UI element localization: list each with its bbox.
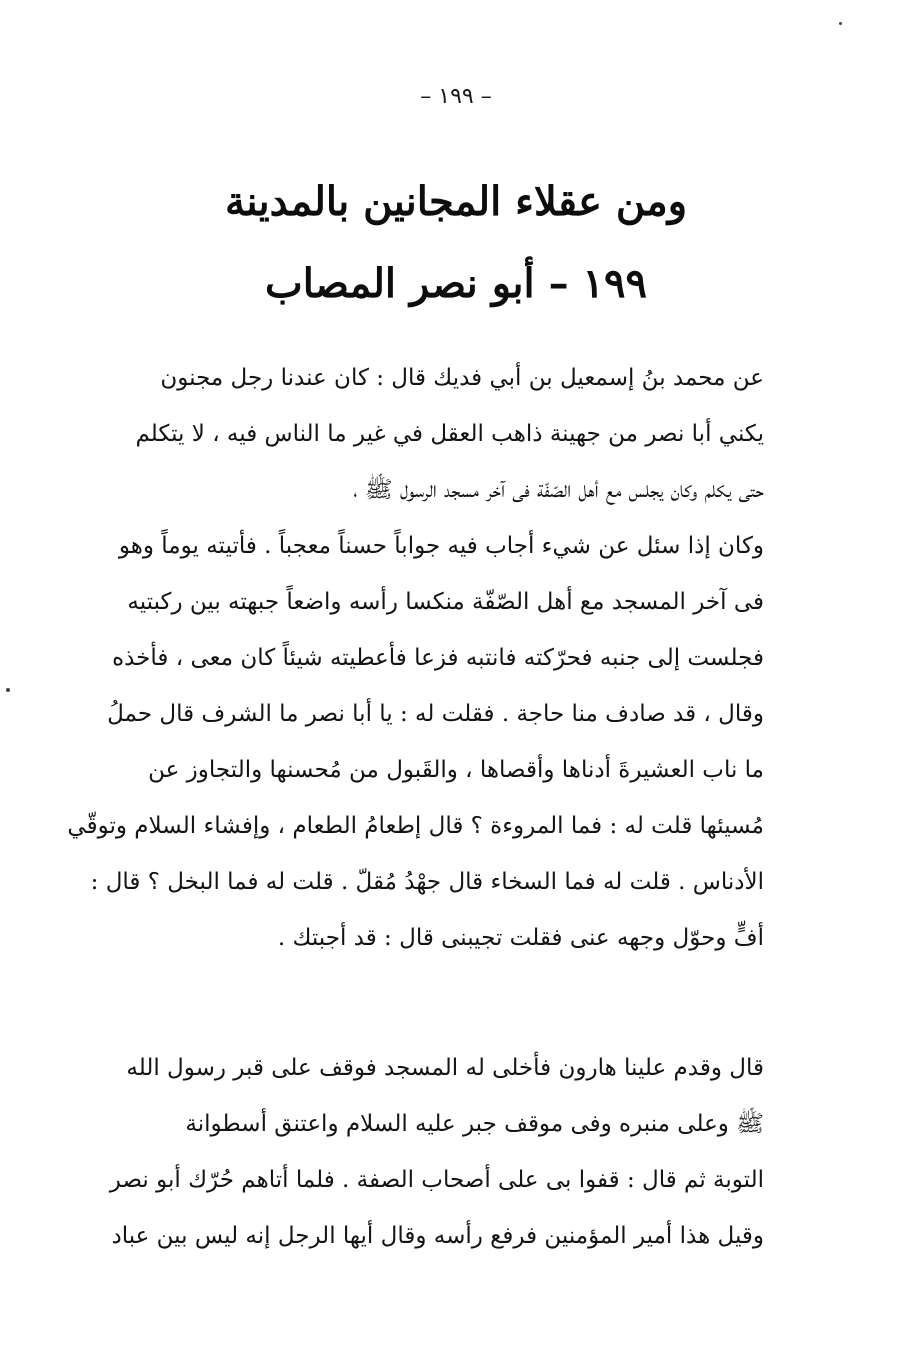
text-line: فى آخر المسجد مع أهل الصّفّة منكسا رأسه واضعاً جبهته بين ركبتيه <box>127 589 764 615</box>
scan-speck <box>6 688 10 692</box>
text-line: عن محمد بنُ إسمعيل بن أبي فديك قال : كان عندنا رجل مجنون <box>160 365 764 391</box>
text-line: وقال ، قد صادف منا حاجة . فقلت له : يا أبا نصر ما الشرف قال حملُ <box>107 701 764 727</box>
text-line: ﷺ وعلى منبره وفى موقف جبر عليه السلام واعتنق أسطوانة <box>185 1111 764 1137</box>
text-line: مُسيئها قلت له : فما المروءة ؟ قال إطعامُ الطعام ، وإفشاء السلام وتوقّي <box>67 813 764 839</box>
text-line: قال وقدم علينا هارون فأخلى له المسجد فوقف على قبر رسول الله <box>126 1055 764 1081</box>
entry-title: ١٩٩ – أبو نصر المصاب <box>265 260 647 307</box>
text-line: حتى يكلم وكان يجلس مع أهل الصّفّة فى آخر مسجد الرسول ﷺ ، <box>353 477 764 503</box>
text-line: يكني أبا نصر من جهينة ذاهب العقل في غير ما الناس فيه ، لا يتكلم <box>135 421 764 447</box>
text-line: فجلست إلى جنبه فحرّكته فانتبه فزعا فأعطيته شيئاً كان معى ، فأخذه <box>112 645 764 671</box>
text-line: ما ناب العشيرةَ أدناها وأقصاها ، والقَبول من مُحسنها والتجاوز عن <box>148 757 764 783</box>
scan-speck <box>839 22 842 25</box>
text-line: أفٍّ وحوّل وجهه عنى فقلت تجيبنى قال : قد أجبتك . <box>277 925 764 951</box>
text-line: الأدناس . قلت له فما السخاء قال جهْدُ مُقلّ . قلت له فما البخل ؟ قال : <box>90 869 764 895</box>
paragraph-1 <box>67 350 764 966</box>
text-line: وقيل هذا أمير المؤمنين فرفع رأسه وقال أيها الرجل إنه ليس بين عباد <box>111 1223 764 1249</box>
page-number: – ١٩٩ – <box>420 84 492 109</box>
text-line: وكان إذا سئل عن شيء أجاب فيه جواباً حسناً معجباً . فأتيته يوماً وهو <box>118 533 764 559</box>
paragraph-2 <box>109 1040 764 1264</box>
section-title: ومن عقلاء المجانين بالمدينة <box>224 178 688 225</box>
text-line: التوبة ثم قال : قفوا بى على أصحاب الصفة . فلما أتاهم حُرّك أبو نصر <box>109 1167 764 1193</box>
